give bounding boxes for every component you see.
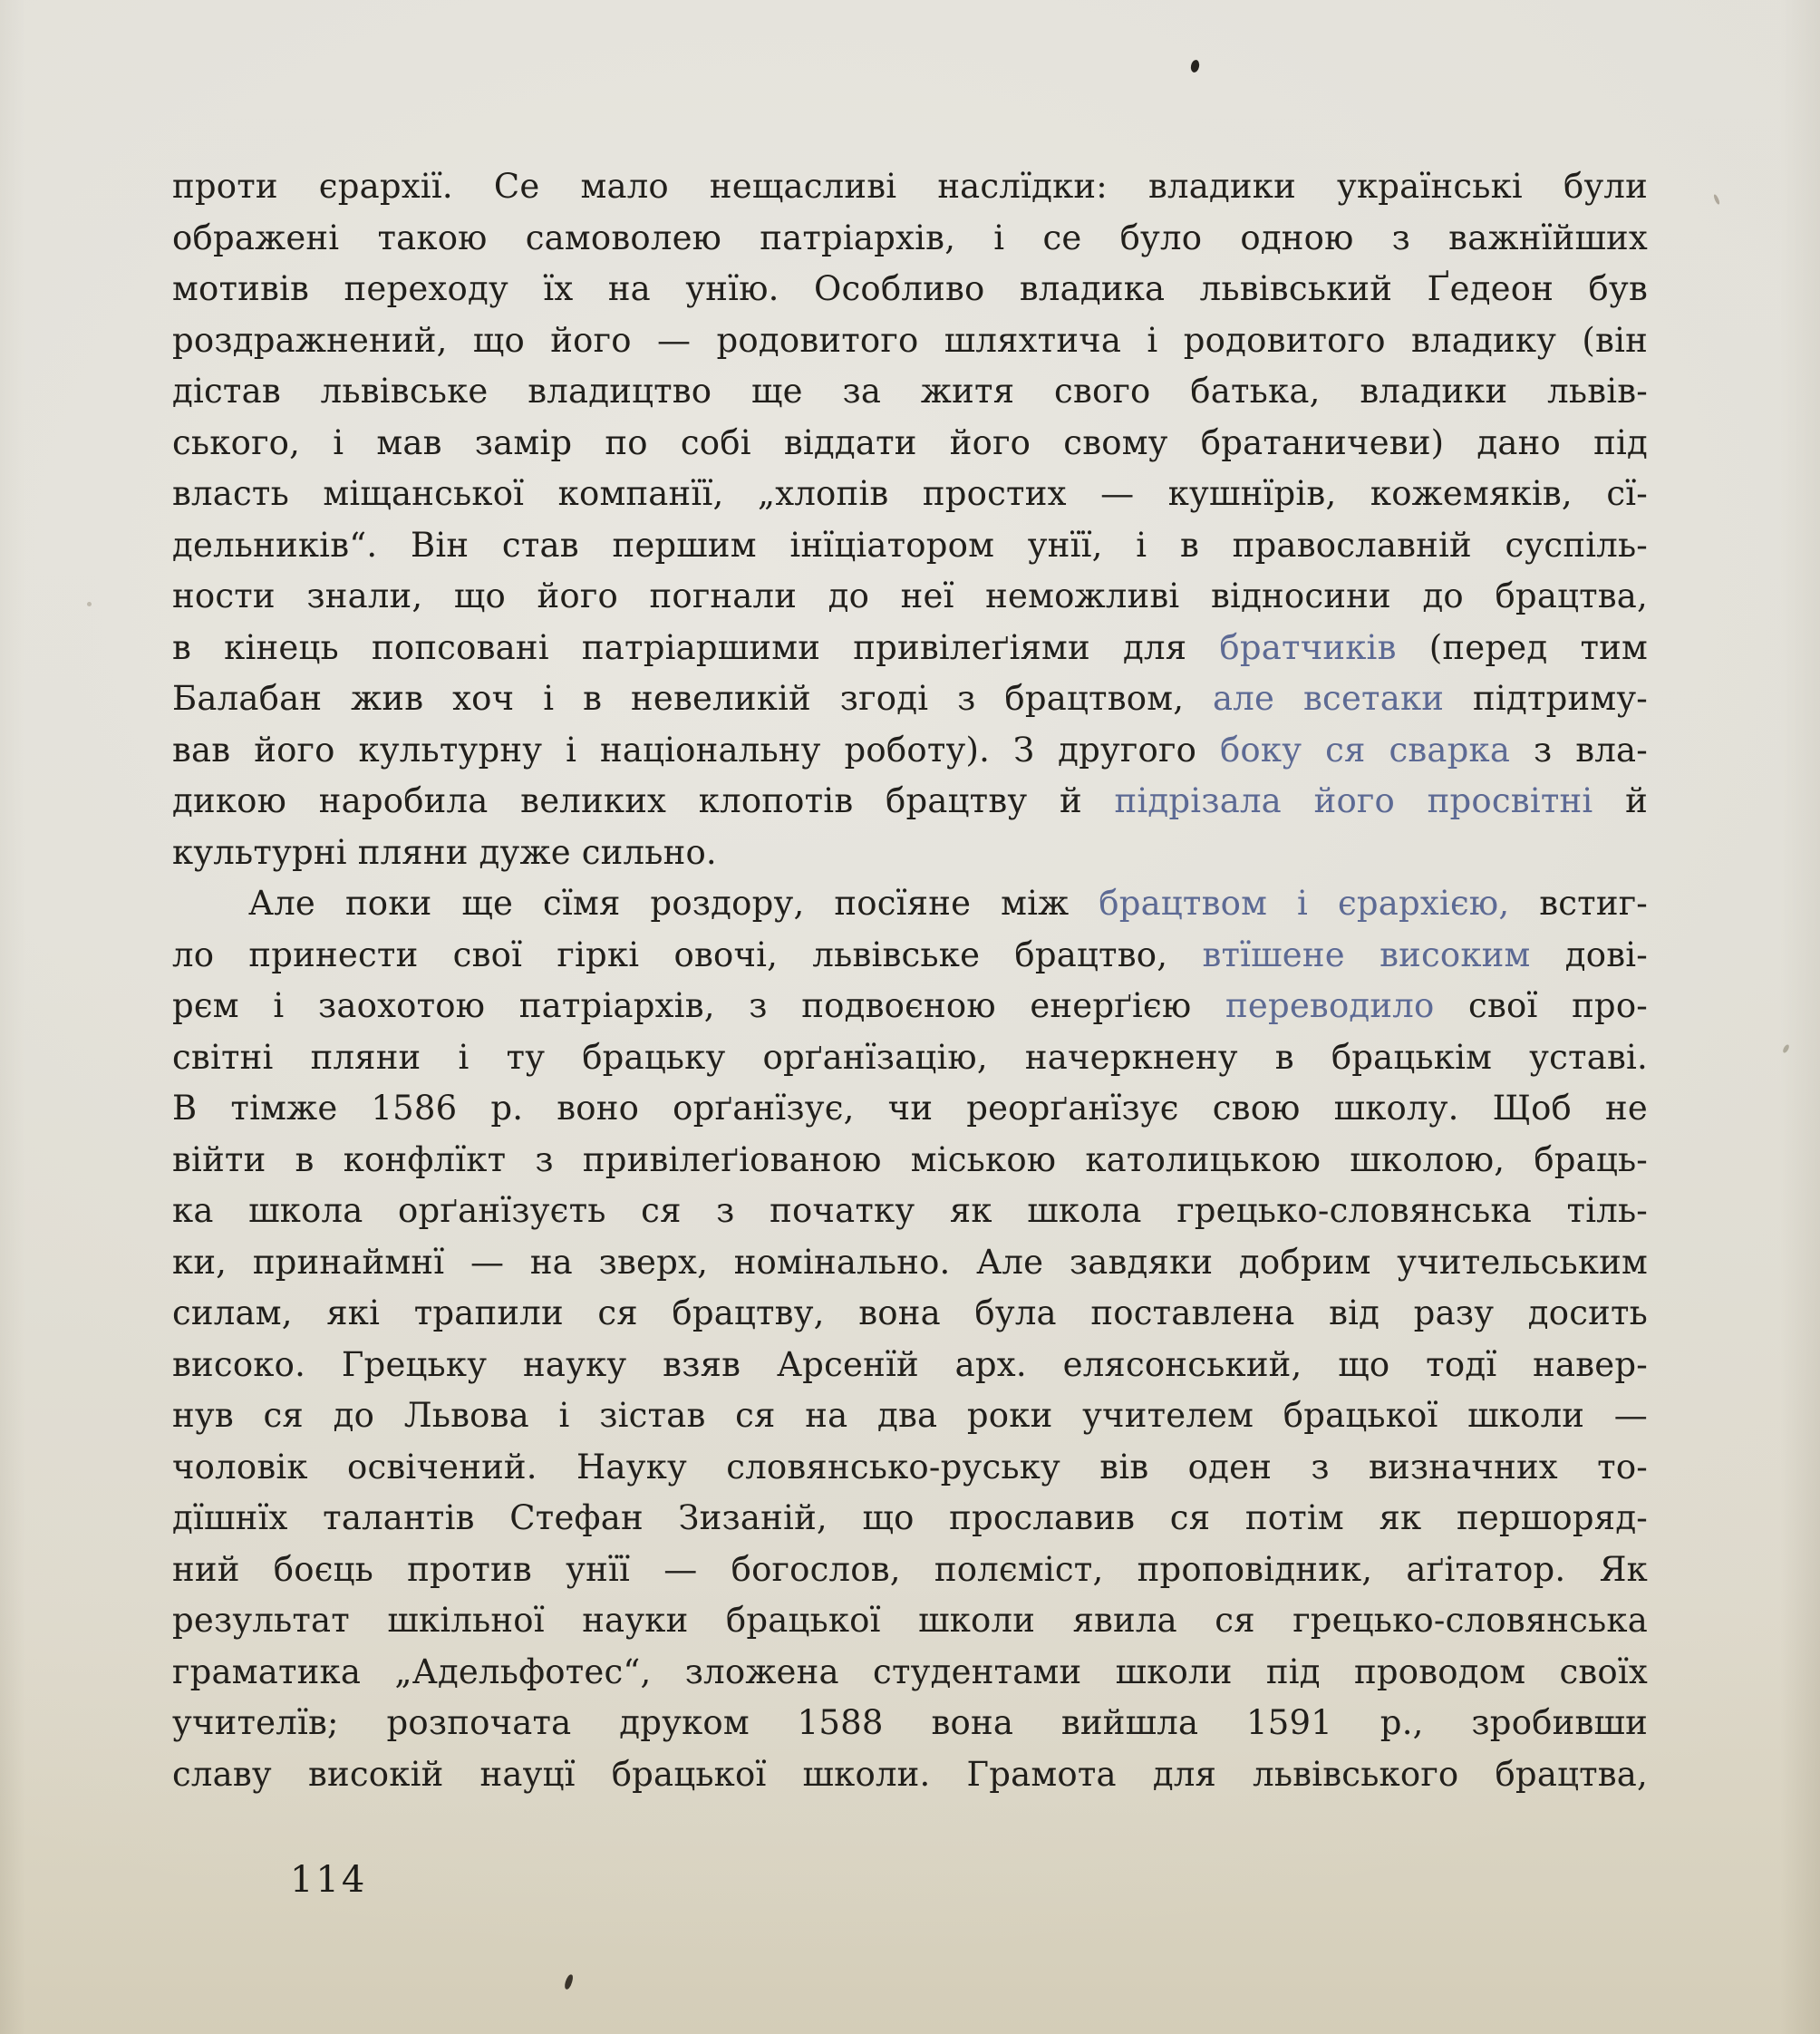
- text-line: [172, 1749, 1648, 1801]
- text-line: [172, 1288, 1648, 1340]
- ink-text: чоловік освічений. Науку словянсько-руську вів оден з визначних то-: [172, 1447, 1648, 1487]
- ink-text: Балабан жив хоч і в невеликій згоді з брацтвом,: [172, 679, 1214, 718]
- text-line: [172, 469, 1648, 520]
- ink-text: ка школа орґанїзуєть ся з початку як школа грецько-словянська тіль-: [172, 1191, 1648, 1230]
- text-line: [172, 1186, 1648, 1237]
- paragraph: [172, 161, 1648, 878]
- ink-text: культурні пляни дуже сильно.: [172, 832, 717, 872]
- paper-speck: [87, 602, 92, 606]
- ink-text: ського, і мав замір по собі віддати його свому братаничеви) дано під: [172, 422, 1648, 462]
- ink-text: війти в конфлїкт з привілеґіованою міською католицькою школою, браць-: [172, 1139, 1648, 1179]
- text-line: [172, 571, 1648, 623]
- ink-text: ло принести свої гіркі овочі, львівське брацтво,: [172, 935, 1203, 974]
- text-line: [172, 1493, 1648, 1545]
- text-line: [172, 264, 1648, 315]
- ink-text: результат шкільної науки брацької школи явила ся грецько-словянська: [172, 1601, 1648, 1640]
- ink-text: дїшнїх талантів Стефан Зизаній, що прославив ся потім як першоряд-: [172, 1498, 1648, 1537]
- ink-speck: [564, 1973, 574, 1990]
- ink-text: й: [1592, 781, 1648, 820]
- text-line: [172, 776, 1648, 828]
- ink-text: дістав львівське владицтво ще за житя свого батька, владики львів-: [172, 372, 1648, 411]
- paragraph: [172, 878, 1648, 1800]
- text-line: [172, 1545, 1648, 1596]
- text-line: [172, 1083, 1648, 1135]
- ink-text: роздражнений, що його — родовитого шляхтича і родовитого владику (він: [172, 320, 1648, 360]
- ink-text: з вла-: [1510, 730, 1648, 770]
- text-line: [172, 1135, 1648, 1186]
- ink-text: ний боєць против унїї — богослов, полєміст, проповідник, аґітатор. Як: [172, 1549, 1648, 1589]
- ink-text: нув ся до Львова і зістав ся на два роки учителем брацької школи —: [172, 1396, 1648, 1435]
- ink-text: дикою наробила великих клопотів брацтву й: [172, 781, 1115, 820]
- text-line: [172, 418, 1648, 470]
- faded-ink-text: підрізала його просвітні: [1114, 781, 1593, 820]
- ink-text: Але поки ще сїмя роздору, посїяне між: [248, 884, 1099, 923]
- ink-text: учителїв; розпочата друком 1588 вона вийшла 1591 р., зробивши: [172, 1703, 1648, 1742]
- ink-text: граматика „Адельфотес“, зложена студентами школи під проводом своїх: [172, 1651, 1648, 1691]
- ink-text: високо. Грецьку науку взяв Арсенїй арх. елясонський, що тодї навер-: [172, 1344, 1648, 1384]
- faded-ink-text: боку ся сварка: [1219, 730, 1511, 770]
- text-line: [172, 1698, 1648, 1749]
- ink-text: ки, принаймнї — на зверх, номінально. Але завдяки добрим учительським: [172, 1242, 1648, 1282]
- ink-text: підтриму-: [1444, 679, 1649, 718]
- ink-text: рєм і заохотою патріархів, з подвоєною енерґією: [172, 986, 1225, 1025]
- ink-text: власть міщанської компанїї, „хлопів простих — кушнїрів, кожемяків, сї-: [172, 474, 1648, 513]
- page-number: 114: [290, 1859, 368, 1901]
- text-line: [172, 1340, 1648, 1391]
- text-line: [172, 673, 1648, 725]
- text-line: [172, 725, 1648, 777]
- ink-text: силам, які трапили ся брацтву, вона була поставлена від разу досить: [172, 1293, 1648, 1332]
- paper-speck: [1782, 1043, 1790, 1053]
- ink-text: проти єрархії. Се мало нещасливі наслїдки: владики українські були: [172, 167, 1648, 206]
- ink-text: встиг-: [1509, 884, 1648, 923]
- ink-text: ности знали, що його погнали до неї неможливі відносини до брацтва,: [172, 576, 1648, 615]
- ink-text: вав його культурну і національну роботу). З другого: [172, 730, 1220, 770]
- text-line: [172, 366, 1648, 418]
- ink-text: (перед тим: [1396, 627, 1648, 667]
- ink-text: ображені такою самоволею патріархів, і се було одною з важнїйших: [172, 218, 1648, 257]
- text-line: [172, 930, 1648, 982]
- ink-text: світні пляни і ту брацьку орґанїзацію, начеркнену в брацькім уставі.: [172, 1037, 1648, 1077]
- faded-ink-text: братчиків: [1219, 627, 1397, 667]
- ink-text: В тімже 1586 р. воно орґанїзує, чи реорґанїзує свою школу. Щоб не: [172, 1089, 1648, 1128]
- text-line: [172, 1390, 1648, 1442]
- text-line: [172, 878, 1648, 930]
- ink-text: в кінець попсовані патріаршими привілеґіями для: [172, 627, 1220, 667]
- text-line: [172, 161, 1648, 213]
- page-text: [172, 161, 1648, 1800]
- text-line: [172, 213, 1648, 265]
- faded-ink-text: переводило: [1225, 986, 1435, 1025]
- text-line: [172, 315, 1648, 367]
- text-line: [172, 623, 1648, 674]
- paper-speck: [1572, 1782, 1576, 1787]
- ink-text: свої про-: [1434, 986, 1648, 1025]
- text-line: [172, 1032, 1648, 1084]
- text-line: [172, 981, 1648, 1032]
- faded-ink-text: але всетаки: [1213, 679, 1445, 718]
- faded-ink-text: брацтвом і єрархією,: [1099, 884, 1510, 923]
- text-line: [172, 1442, 1648, 1494]
- paper-speck: [1713, 194, 1721, 206]
- faded-ink-text: втїшене високим: [1202, 935, 1531, 974]
- text-line: [172, 1595, 1648, 1647]
- ink-text: дельників“. Він став першим інїціатором унїї, і в православній суспіль-: [172, 525, 1648, 565]
- ink-speck: [1190, 59, 1201, 73]
- ink-text: дові-: [1530, 935, 1648, 974]
- text-line: [172, 1647, 1648, 1699]
- ink-text: мотивів переходу їх на унїю. Особливо владика львівський Ґедеон був: [172, 269, 1648, 308]
- text-line: [172, 520, 1648, 572]
- text-line: [172, 828, 1648, 879]
- ink-text: славу високій науцї брацької школи. Грамота для львівського брацтва,: [172, 1754, 1648, 1794]
- text-line: [172, 1237, 1648, 1289]
